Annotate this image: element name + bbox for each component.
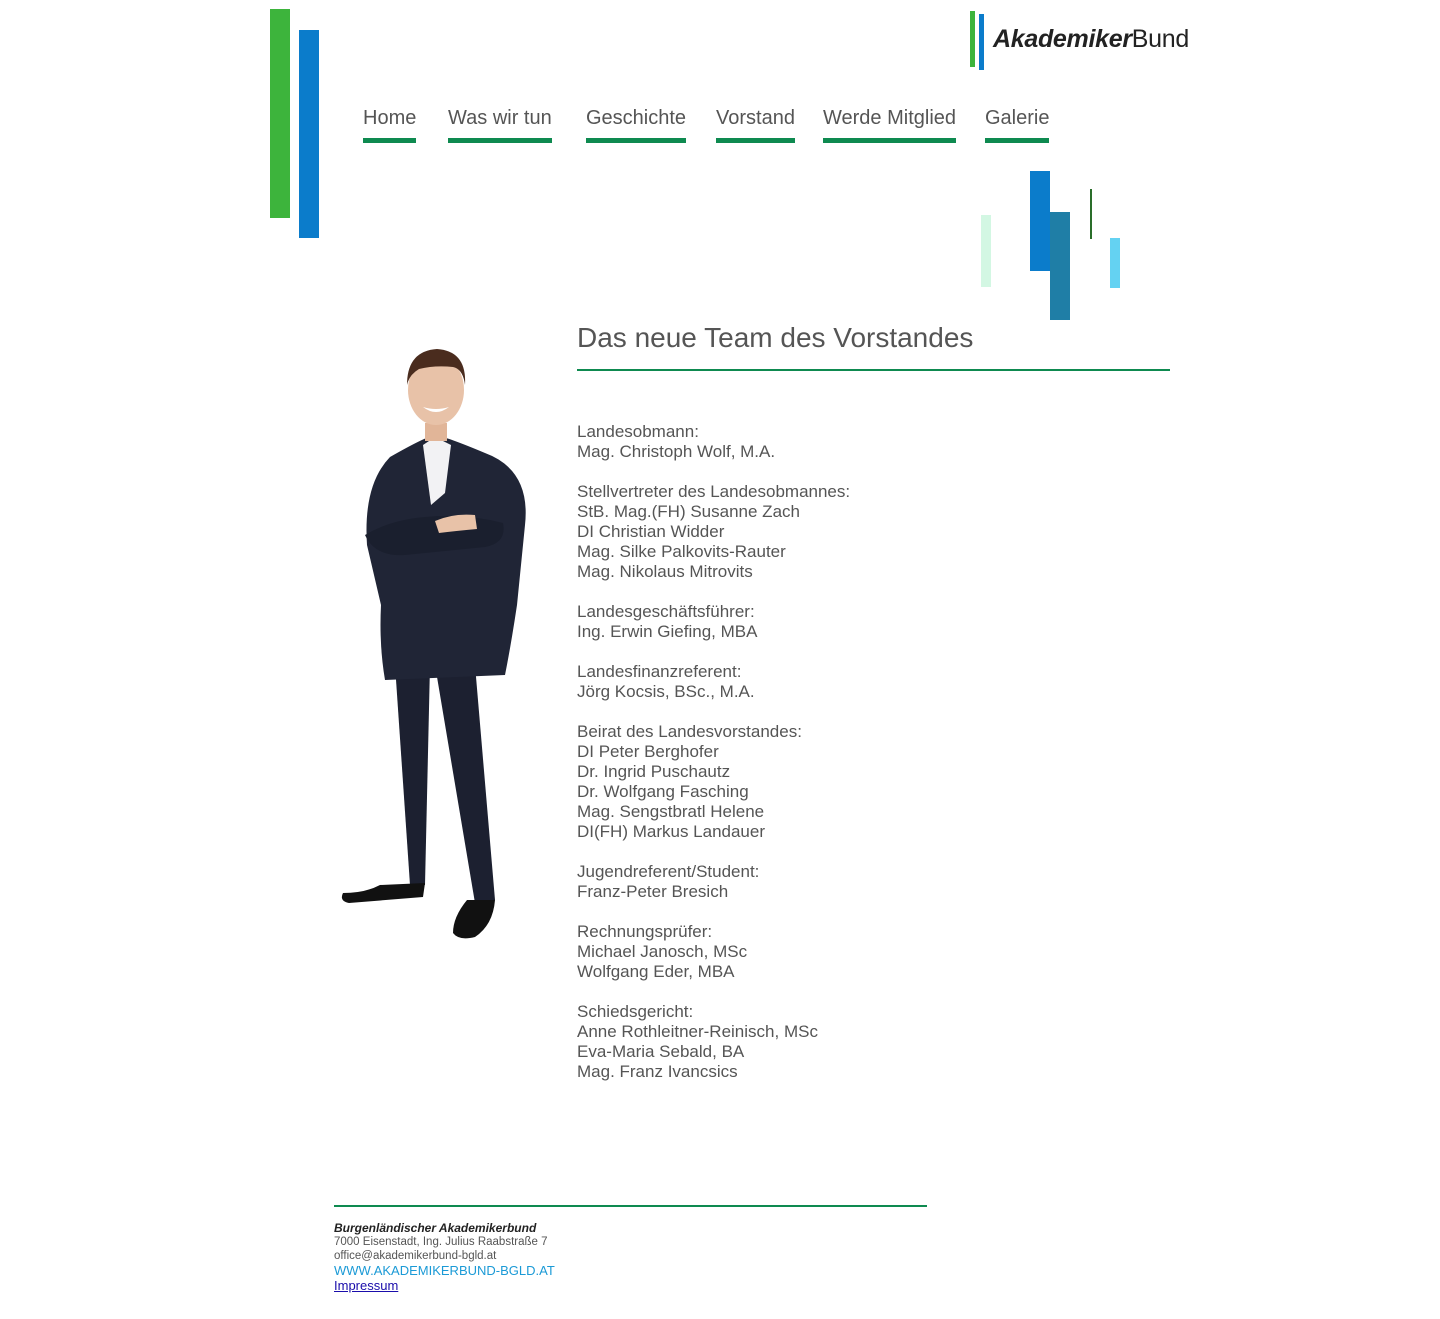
member-name: Eva-Maria Sebald, BA — [577, 1042, 745, 1061]
member-name: Franz-Peter Bresich — [577, 882, 729, 901]
logo-text: AkademikerBund — [993, 25, 1189, 53]
member-name: Ing. Erwin Giefing, MBA — [577, 622, 758, 641]
title-divider — [577, 369, 1170, 371]
nav-home[interactable]: Home — [363, 106, 416, 143]
site-logo[interactable] — [969, 10, 1189, 70]
member-name: DI Christian Widder — [577, 522, 725, 541]
footer — [334, 1221, 555, 1294]
role-label: Landesfinanzreferent: — [577, 662, 742, 681]
member-name: Mag. Franz Ivancsics — [577, 1062, 738, 1081]
board-group-finanzreferent — [577, 662, 1157, 702]
nav-vorstand[interactable]: Vorstand — [716, 106, 795, 143]
member-name: Dr. Wolfgang Fasching — [577, 782, 749, 801]
logo-bar-blue — [979, 14, 984, 70]
board-group-geschaeftsfuehrer — [577, 602, 1157, 642]
impressum-link[interactable]: Impressum — [334, 1278, 399, 1293]
role-label: Beirat des Landesvorstandes: — [577, 722, 802, 741]
member-name: StB. Mag.(FH) Susanne Zach — [577, 502, 800, 521]
member-name: Michael Janosch, MSc — [577, 942, 748, 961]
footer-org-name: Burgenländischer Akademikerbund — [334, 1221, 537, 1235]
logo-bar-green — [970, 11, 975, 67]
board-group-stellvertreter — [577, 482, 1157, 582]
page-title: Das neue Team des Vorstandes — [577, 322, 974, 353]
footer-website-link[interactable]: WWW.AKADEMIKERBUND-BGLD.AT — [334, 1263, 555, 1278]
member-name: Wolfgang Eder, MBA — [577, 962, 735, 981]
nav-werde-mitglied[interactable]: Werde Mitglied — [823, 106, 956, 143]
member-name: DI Peter Berghofer — [577, 742, 719, 761]
decor-bar-thin-green — [1090, 189, 1092, 239]
team-photo — [335, 345, 535, 945]
footer-email: office@akademikerbund-bgld.at — [334, 1250, 497, 1262]
decor-bar-blue-right — [1030, 171, 1050, 271]
member-name: Mag. Sengstbratl Helene — [577, 802, 765, 821]
board-group-jugendreferent — [577, 862, 1157, 902]
decor-bar-lightblue — [1110, 238, 1120, 288]
decor-bar-green-left — [270, 9, 290, 218]
board-group-schiedsgericht — [577, 1002, 1157, 1082]
nav-galerie[interactable]: Galerie — [985, 106, 1049, 143]
board-group-beirat — [577, 722, 1157, 842]
board-group-rechnungspruefer — [577, 922, 1157, 982]
board-list — [577, 422, 1157, 1102]
member-name: Jörg Kocsis, BSc., M.A. — [577, 682, 755, 701]
decor-bar-mint — [981, 215, 991, 287]
member-name: Mag. Christoph Wolf, M.A. — [577, 442, 776, 461]
footer-divider — [334, 1205, 927, 1207]
role-label: Landesobmann: — [577, 422, 699, 441]
role-label: Landesgeschäftsführer: — [577, 602, 755, 621]
role-label: Jugendreferent/Student: — [577, 862, 760, 881]
member-name: Dr. Ingrid Puschautz — [577, 762, 731, 781]
nav-was-wir-tun[interactable]: Was wir tun — [448, 106, 552, 143]
member-name: DI(FH) Markus Landauer — [577, 822, 766, 841]
role-label: Rechnungsprüfer: — [577, 922, 713, 941]
role-label: Stellvertreter des Landesobmannes: — [577, 482, 851, 501]
footer-address: 7000 Eisenstadt, Ing. Julius Raabstraße 7 — [334, 1236, 548, 1248]
decor-bar-teal — [1050, 212, 1070, 320]
board-group-landesobmann — [577, 422, 1157, 462]
member-name: Mag. Nikolaus Mitrovits — [577, 562, 753, 581]
nav-geschichte[interactable]: Geschichte — [586, 106, 686, 143]
decor-bar-blue-left — [299, 30, 319, 238]
member-name: Mag. Silke Palkovits-Rauter — [577, 542, 786, 561]
role-label: Schiedsgericht: — [577, 1002, 694, 1021]
member-name: Anne Rothleitner-Reinisch, MSc — [577, 1022, 818, 1041]
